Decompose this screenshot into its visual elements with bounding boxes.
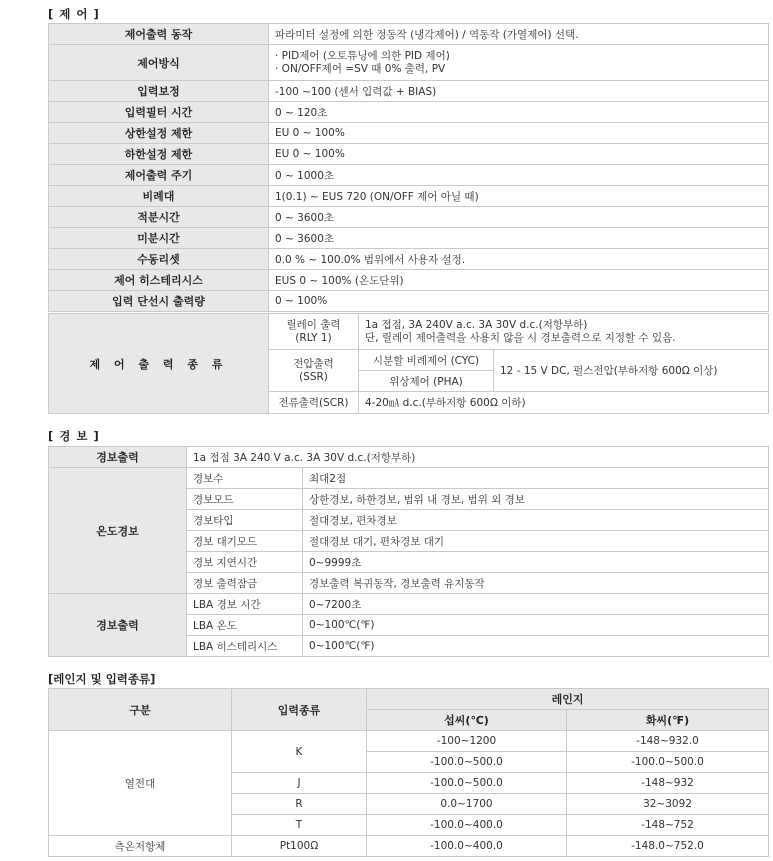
- range-section-title: [레인지 및 입력종류]: [48, 672, 156, 686]
- row-label: 제어 히스테리시스: [49, 270, 269, 291]
- row-value: 0 ~ 120초: [269, 102, 769, 123]
- ssr-pha: 위상제어 (PHA): [359, 371, 494, 392]
- alarm-value: 경보출력 복귀동작, 경보출력 유지동작: [303, 573, 769, 594]
- temp-alarm-label: 온도경보: [49, 468, 187, 594]
- relay-desc-line: 1a 접점, 3A 240V a.c. 3A 30V d.c.(저항부하): [365, 318, 588, 331]
- alarm-key: 경보 출력잠금: [187, 573, 303, 594]
- alarm-value: 0~9999초: [303, 552, 769, 573]
- table-row: [49, 24, 769, 45]
- table-row: [49, 45, 769, 81]
- lba-alarm-label: 경보출력: [49, 594, 187, 657]
- row-value: 0 ~ 100%: [269, 291, 769, 312]
- value-line: · PID제어 (오토튜닝에 의한 PID 제어): [275, 49, 450, 62]
- alarm-key: 경보수: [187, 468, 303, 489]
- table-row: [49, 468, 769, 489]
- alarm-key: LBA 히스테리시스: [187, 636, 303, 657]
- fahrenheit-range: -100.0~500.0: [567, 752, 769, 773]
- table-row: [49, 731, 769, 752]
- row-value: 0 ~ 3600초: [269, 207, 769, 228]
- celsius-range: -100.0~400.0: [367, 815, 567, 836]
- ssr-name-line: 전압출력: [293, 357, 334, 370]
- celsius-range: -100~1200: [367, 731, 567, 752]
- relay-name-line: 릴레이 출력: [286, 318, 341, 331]
- relay-name-line: (RLY 1): [295, 331, 332, 344]
- header-range: 레인지: [367, 689, 769, 710]
- rtd-label: 측온저항체: [49, 836, 232, 857]
- celsius-range: -100.0~400.0: [367, 836, 567, 857]
- row-label: 미분시간: [49, 228, 269, 249]
- ssr-desc: 12 - 15 V DC, 펄스전압(부하저항 600Ω 이상): [494, 350, 769, 392]
- table-row: [49, 123, 769, 144]
- row-value: 파라미터 설정에 의한 정동작 (냉각제어) / 역동작 (가열제어) 선택.: [269, 24, 769, 45]
- row-label: 상한설정 제한: [49, 123, 269, 144]
- output-type-label: 제 어 출 력 종 류: [49, 314, 269, 414]
- table-row: [49, 594, 769, 615]
- alarm-value: 0~100℃(℉): [303, 636, 769, 657]
- table-row: [49, 836, 769, 857]
- relay-output-desc: [359, 314, 769, 350]
- row-value: EUS 0 ~ 100% (온도단위): [269, 270, 769, 291]
- row-value: [269, 45, 769, 81]
- input-type: T: [232, 815, 367, 836]
- row-value: 0 ~ 1000초: [269, 165, 769, 186]
- value-line: · ON/OFF제어 =SV 때 0% 출력, PV: [275, 62, 446, 75]
- relay-desc-line: 단, 릴레이 제어출력을 사용치 않을 시 경보출력으로 지정할 수 있음.: [365, 331, 676, 344]
- ssr-name-line: (SSR): [299, 370, 328, 383]
- table-row: [49, 249, 769, 270]
- ssr-cyc: 시분할 비례제어 (CYC): [359, 350, 494, 371]
- row-label: 제어출력 동작: [49, 24, 269, 45]
- alarm-value: 0~100℃(℉): [303, 615, 769, 636]
- header-input-type: 입력종류: [232, 689, 367, 731]
- scr-desc: 4-20㎃ d.c.(부하저항 600Ω 이하): [359, 392, 769, 414]
- row-label: 적분시간: [49, 207, 269, 228]
- range-table: [48, 688, 769, 857]
- fahrenheit-range: 32~3092: [567, 794, 769, 815]
- celsius-range: -100.0~500.0: [367, 773, 567, 794]
- row-value: 1(0.1) ~ EUS 720 (ON/OFF 제어 아닐 때): [269, 186, 769, 207]
- table-row: [49, 81, 769, 102]
- table-row: [49, 186, 769, 207]
- celsius-range: -100.0~500.0: [367, 752, 567, 773]
- alarm-value: 절대경보 대기, 편차경보 대기: [303, 531, 769, 552]
- table-row: [49, 144, 769, 165]
- alarm-value: 상한경보, 하한경보, 범위 내 경보, 범위 외 경보: [303, 489, 769, 510]
- alarm-value: 절대경보, 편차경보: [303, 510, 769, 531]
- control-section-title: [ 제 어 ]: [48, 7, 100, 21]
- fahrenheit-range: -148~932.0: [567, 731, 769, 752]
- table-row: [49, 165, 769, 186]
- fahrenheit-range: -148~752: [567, 815, 769, 836]
- ssr-output-name: [269, 350, 359, 392]
- row-label: 비례대: [49, 186, 269, 207]
- celsius-range: 0.0~1700: [367, 794, 567, 815]
- header-fahrenheit: 화씨(℉): [567, 710, 769, 731]
- row-label: 제어출력 주기: [49, 165, 269, 186]
- table-row: [49, 102, 769, 123]
- fahrenheit-range: -148~932: [567, 773, 769, 794]
- row-label: 입력보정: [49, 81, 269, 102]
- row-value: EU 0 ~ 100%: [269, 144, 769, 165]
- header-celsius: 섭씨(℃): [367, 710, 567, 731]
- fahrenheit-range: -148.0~752.0: [567, 836, 769, 857]
- table-row: [49, 314, 769, 350]
- row-label: 수동리셋: [49, 249, 269, 270]
- alarm-output-value: 1a 접점 3A 240 V a.c. 3A 30V d.c.(저항부하): [187, 447, 769, 468]
- table-row: [49, 270, 769, 291]
- alarm-key: 경보 대기모드: [187, 531, 303, 552]
- alarm-key: LBA 온도: [187, 615, 303, 636]
- control-spec-table: [48, 23, 769, 312]
- alarm-value: 0~7200초: [303, 594, 769, 615]
- table-row: [49, 228, 769, 249]
- alarm-key: 경보타입: [187, 510, 303, 531]
- row-value: 0.0 % ~ 100.0% 범위에서 사용자 설정.: [269, 249, 769, 270]
- row-value: EU 0 ~ 100%: [269, 123, 769, 144]
- input-type: R: [232, 794, 367, 815]
- row-value: 0 ~ 3600초: [269, 228, 769, 249]
- alarm-value: 최대2점: [303, 468, 769, 489]
- scr-output-name: 전류출력(SCR): [269, 392, 359, 414]
- alarm-spec-table: [48, 446, 769, 657]
- row-value: -100 ~100 (센서 입력값 + BIAS): [269, 81, 769, 102]
- alarm-output-label: 경보출력: [49, 447, 187, 468]
- alarm-section-title: [ 경 보 ]: [48, 429, 100, 443]
- table-row: [49, 689, 769, 710]
- input-type: K: [232, 731, 367, 773]
- input-type: J: [232, 773, 367, 794]
- table-row: [49, 447, 769, 468]
- control-rows: [49, 24, 769, 312]
- row-label: 입력 단선시 출력량: [49, 291, 269, 312]
- header-category: 구분: [49, 689, 232, 731]
- alarm-key: 경보 지연시간: [187, 552, 303, 573]
- row-label: 제어방식: [49, 45, 269, 81]
- row-label: 입력필터 시간: [49, 102, 269, 123]
- input-type: Pt100Ω: [232, 836, 367, 857]
- thermocouple-label: 열전대: [49, 731, 232, 836]
- alarm-key: LBA 경보 시간: [187, 594, 303, 615]
- row-label: 하한설정 제한: [49, 144, 269, 165]
- relay-output-name: [269, 314, 359, 350]
- table-row: [49, 291, 769, 312]
- table-row: [49, 207, 769, 228]
- alarm-key: 경보모드: [187, 489, 303, 510]
- output-type-table: [48, 313, 769, 414]
